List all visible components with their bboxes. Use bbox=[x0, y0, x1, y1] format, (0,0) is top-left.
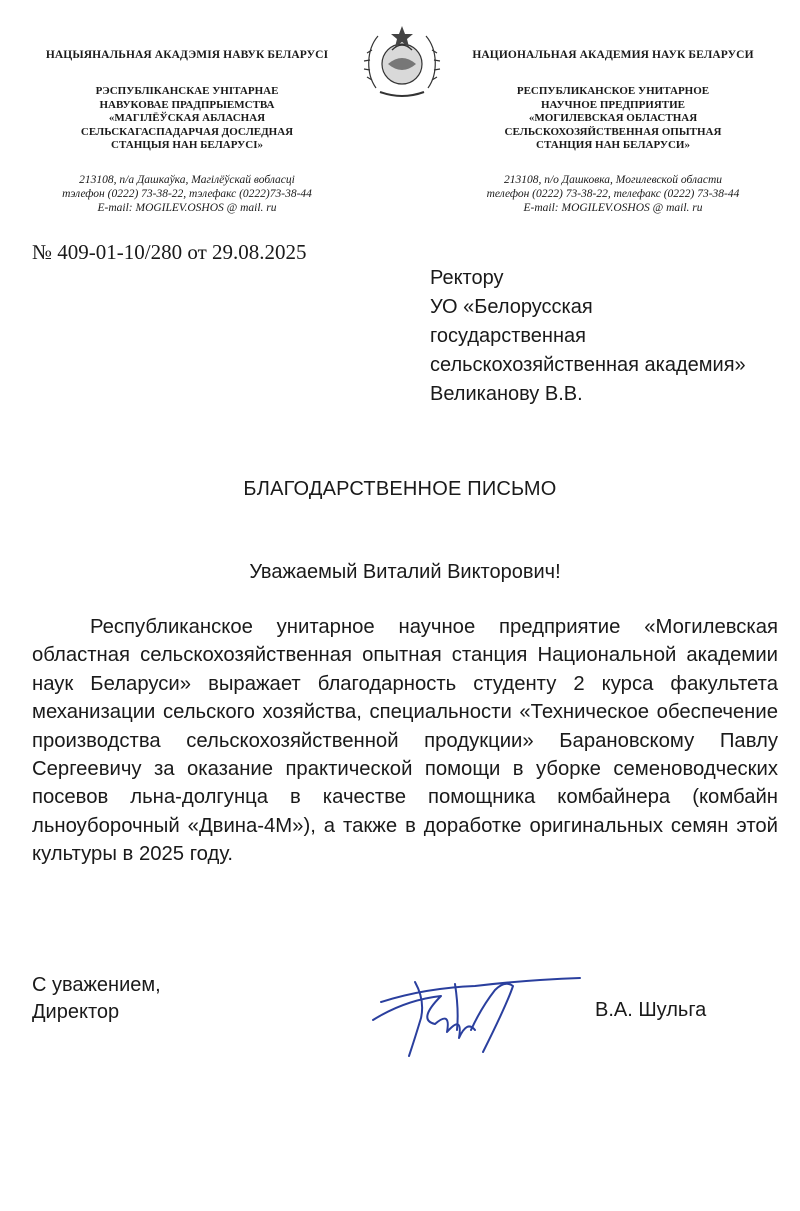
recipient-line: УО «Белорусская bbox=[430, 296, 593, 318]
contact-line: E-mail: MOGILEV.OSHOS @ mail. ru bbox=[97, 202, 277, 215]
signature-icon bbox=[355, 960, 595, 1070]
state-emblem-icon bbox=[362, 22, 442, 100]
closing-block bbox=[32, 972, 161, 1026]
signer-name: В.А. Шульга bbox=[595, 999, 707, 1021]
contact-line: 213108, п/а Дашкаўка, Магілёўскай вобласці bbox=[79, 173, 295, 186]
contact-line: тэлефон (0222) 73-38-22, тэлефакс (0222)73-38-44 bbox=[62, 188, 312, 201]
recipient-line: Ректору bbox=[430, 267, 504, 289]
recipient-line: Великанову В.В. bbox=[430, 383, 583, 405]
contact-by bbox=[22, 173, 352, 216]
contact-line: телефон (0222) 73-38-22, телефакс (0222) 73-38-44 bbox=[486, 188, 740, 201]
document-title: БЛАГОДАРСТВЕННОЕ ПИСЬМО bbox=[243, 478, 557, 500]
academy-name-by: НАЦЫЯНАЛЬНАЯ АКАДЭМІЯ НАВУК БЕЛАРУСІ bbox=[45, 49, 329, 61]
registration-number: № 409-01-10/280 от 29.08.2025 bbox=[32, 240, 307, 264]
org-name-by bbox=[22, 85, 352, 153]
org-name-ru bbox=[448, 85, 778, 153]
org-line: СТАНЦЫЯ НАН БЕЛАРУСІ» bbox=[111, 139, 263, 152]
closing-line: Директор bbox=[32, 1001, 120, 1023]
contact-line: 213108, п/о Дашковка, Могилевской области bbox=[503, 173, 723, 186]
org-line: СТАНЦИЯ НАН БЕЛАРУСИ» bbox=[536, 139, 690, 152]
recipient-line: сельскохозяйственная академия» bbox=[430, 354, 746, 376]
org-line: НАВУКОВАЕ ПРАДПРЫЕМСТВА bbox=[99, 98, 275, 111]
contact-line: E-mail: MOGILEV.OSHOS @ mail. ru bbox=[523, 202, 703, 215]
closing-line: С уважением, bbox=[32, 974, 161, 996]
contact-ru bbox=[448, 173, 778, 216]
academy-name-ru: НАЦИОНАЛЬНАЯ АКАДЕМИЯ НАУК БЕЛАРУСИ bbox=[472, 49, 754, 61]
org-line: РЕСПУБЛИКАНСКОЕ УНИТАРНОЕ bbox=[516, 85, 710, 97]
recipient-line: государственная bbox=[430, 325, 586, 347]
org-line: СЕЛЬСКОХОЗЯЙСТВЕННАЯ ОПЫТНАЯ bbox=[504, 125, 722, 138]
org-line: «МАГІЛЁЎСКАЯ АБЛАСНАЯ bbox=[108, 112, 266, 125]
org-line: НАУЧНОЕ ПРЕДПРИЯТИЕ bbox=[540, 98, 686, 111]
letter-body: Республиканское унитарное научное предприятие «Могилевская областная сельскохозяйственная опытная станция Национальной академии наук Беларуси» выражает благодарность студенту 2 курса факультета механизации сельского хозяйства, специальности «Техническое обеспечение производства сельскохозяйственной продукции» Барановскому Павлу Сергеевичу за оказание практической помощи в уборке семеноводческих посевов льна-долгунца в качестве помощника комбайнера (комбайн льноуборочный «Двина-4М»), а также в доработке оригинальных семян этой культуры в 2025 году. bbox=[32, 616, 778, 866]
header-right-russian bbox=[448, 48, 778, 216]
salutation: Уважаемый Виталий Викторович! bbox=[249, 561, 561, 583]
org-line: СЕЛЬСКАГАСПАДАРЧАЯ ДОСЛЕДНАЯ bbox=[80, 125, 294, 138]
header-left-belarusian bbox=[22, 48, 352, 216]
org-line: РЭСПУБЛІКАНСКАЕ УНІТАРНАЕ bbox=[95, 85, 279, 97]
org-line: «МОГИЛЕВСКАЯ ОБЛАСТНАЯ bbox=[528, 112, 698, 125]
recipient-block bbox=[430, 264, 746, 409]
